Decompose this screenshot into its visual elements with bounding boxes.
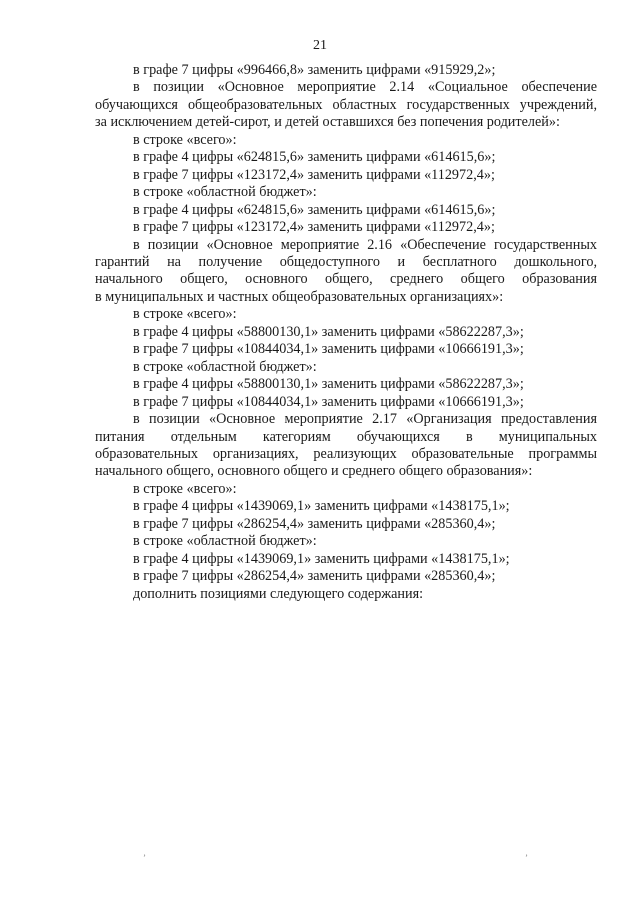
text-line: в графе 7 цифры «286254,4» заменить цифрами «285360,4»; [133,568,496,585]
text-line: в строке «всего»: [133,306,237,323]
text-line: в графе 4 цифры «1439069,1» заменить цифрами «1438175,1»; [133,550,510,567]
text-line: в графе 4 цифры «1439069,1» заменить цифрами «1438175,1»; [133,498,510,515]
text-line: в позиции «Основное мероприятие 2.14 «Социальное обеспечение [133,79,597,96]
text-line: в графе 7 цифры «996466,8» заменить цифрами «915929,2»; [133,62,496,78]
text-line: в графе 7 цифры «123172,4» заменить цифрами «112972,4»; [133,166,495,183]
text-line: в строке «всего»: [133,480,237,497]
text-line: в муниципальных и частных общеобразовательных организациях»: [95,288,504,305]
text-line: дополнить позициями следующего содержания: [133,585,424,602]
text-line: начального общего, основного общего и среднего общего образования»: [95,463,533,480]
text-line: в строке «всего»: [133,131,237,148]
text-line: в позиции «Основное мероприятие 2.17 «Организация предоставления [133,411,597,428]
text-line: в строке «областной бюджет»: [133,533,317,550]
text-line: в графе 4 цифры «624815,6» заменить цифрами «614615,6»; [133,149,496,166]
text-line: обучающихся общеобразовательных областных государственных учреждений, [95,96,597,113]
text-line: в графе 7 цифры «10844034,1» заменить цифрами «10666191,3»; [133,393,524,410]
text-line: в графе 7 цифры «10844034,1» заменить цифрами «10666191,3»; [133,341,524,358]
text-line: в графе 7 цифры «123172,4» заменить цифрами «112972,4»; [133,219,495,236]
text-line: в строке «областной бюджет»: [133,358,317,375]
text-line: в графе 4 цифры «58800130,1» заменить цифрами «58622287,3»; [133,376,524,393]
text-line: в позиции «Основное мероприятие 2.16 «Обеспечение государственных [133,236,597,253]
document-body [95,62,597,603]
text-line: в графе 4 цифры «58800130,1» заменить цифрами «58622287,3»; [133,323,524,340]
text-line: образовательных организациях, реализующих образовательные программы [95,445,597,462]
text-line: в графе 4 цифры «624815,6» заменить цифрами «614615,6»; [133,201,496,218]
text-line: гарантий на получение общедоступного и бесплатного дошкольного, [95,253,597,270]
text-line: начального общего, основного общего, среднего общего образования [95,271,597,288]
text-line: в графе 7 цифры «286254,4» заменить цифрами «285360,4»; [133,515,496,532]
page-number: 21 [313,38,327,53]
text-line: питания отдельным категориям обучающихся в муниципальных [95,428,597,445]
text-line: в строке «областной бюджет»: [133,184,317,201]
text-line: за исключением детей-сирот, и детей оставшихся без попечения родителей»: [95,114,560,131]
scan-mark-right: ’ [525,853,528,863]
scan-mark-left: ’ [143,853,146,863]
